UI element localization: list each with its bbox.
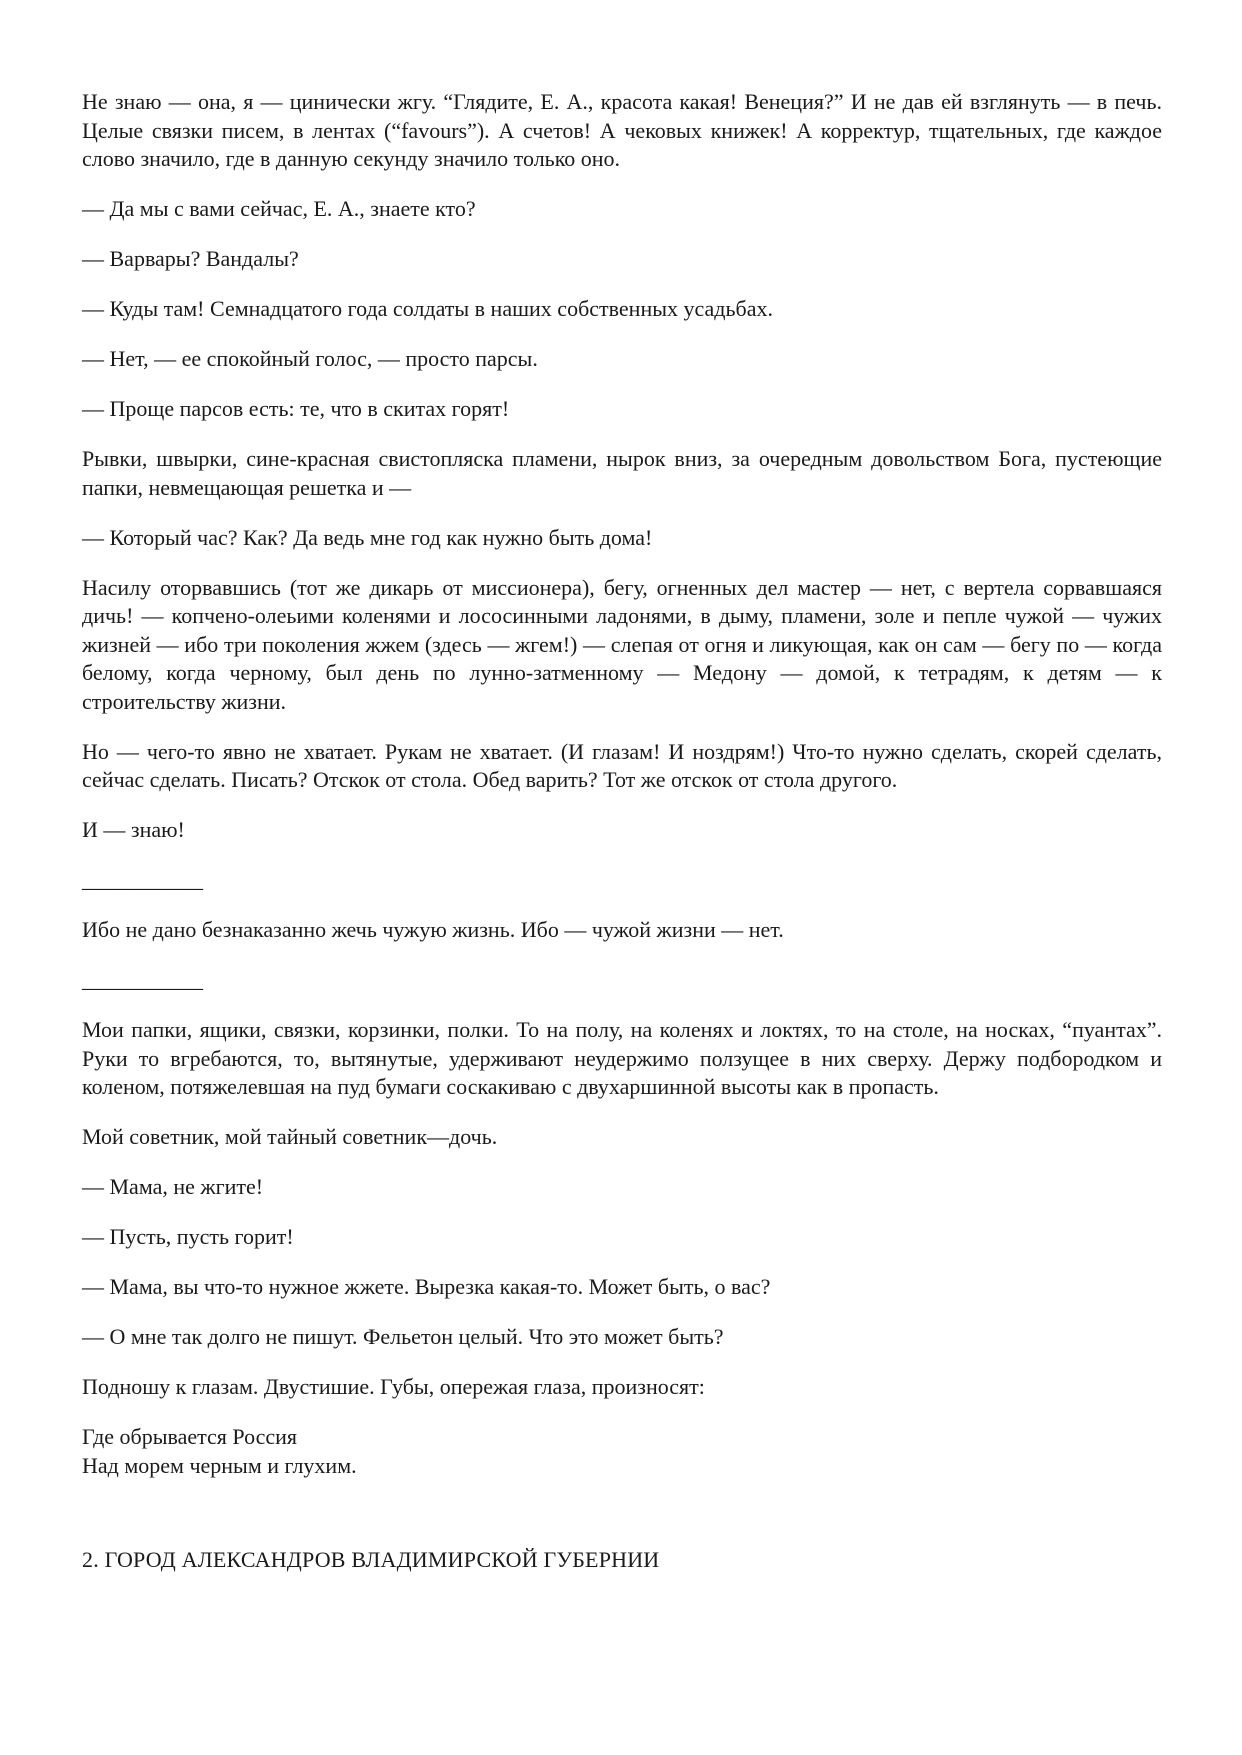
section-rule: ___________ bbox=[82, 867, 203, 892]
verse-line: Над морем черным и глухим. bbox=[82, 1452, 357, 1478]
couplet bbox=[82, 1423, 1162, 1480]
dialogue-line: — Да мы с вами сейчас, Е. А., знаете кто? bbox=[82, 196, 476, 221]
dialogue-line: — Мама, вы что-то нужное жжете. Вырезка какая-то. Может быть, о вас? bbox=[82, 1274, 771, 1299]
document-page bbox=[82, 88, 1162, 1575]
paragraph-my-folders: Мои папки, ящики, связки, корзинки, полки. То на полу, на коленях и локтях, то на столе, на носках, “пуантах”. Руки то вгребаются, то, вытянутые, удерживают неудержимо ползущее в них сверху. Держу подбородком и коленом, потяжелевшая на пуд бумаги соскакиваю с двухаршинной высоты как в пропасть. bbox=[82, 1017, 1162, 1099]
paragraph-daughter: Мой советник, мой тайный советник—дочь. bbox=[82, 1124, 498, 1149]
paragraph-running-home: Насилу оторвавшись (тот же дикарь от миссионера), бегу, огненных дел мастер — нет, с вертела сорвавшаяся дичь! — копчено-олеьими коленями и лососинными ладонями, в дыму, пламени, золе и пепле чужой — чужих жизней — ибо три поколения жжем (здесь — жгем!) — слепая от огня и ликующая, как он сам — бегу по — когда белому, когда черному, был день по лунно-затменному — Медону — домой, к тетрадям, к детям — к строительству жизни. bbox=[82, 574, 1162, 714]
dialogue-line: — Который час? Как? Да ведь мне год как нужно быть дома! bbox=[82, 524, 653, 550]
dialogue-line: — Нет, — ее спокойный голос, — просто парсы. bbox=[82, 346, 538, 371]
section-heading: 2. ГОРОД АЛЕКСАНДРОВ ВЛАДИМИРСКОЙ ГУБЕРНИИ bbox=[82, 1547, 660, 1572]
paragraph-burning-letters: Не знаю — она, я — цинически жгу. “Глядите, Е. А., красота какая! Венеция?” И не дав ей взглянуть — в печь. Целые связки писем, в лентах (“favours”). А счетов! А чековых книжек! А корректур, тщательных, где каждое слово значило, где в данную секунду значило только оно. bbox=[82, 89, 1162, 171]
dialogue-line: — О мне так долго не пишут. Фельетон целый. Что это может быть? bbox=[82, 1324, 724, 1349]
paragraph-i-know: И — знаю! bbox=[82, 817, 185, 842]
paragraph-no-alien-life: Ибо не дано безнаказанно жечь чужую жизнь. Ибо — чужой жизни — нет. bbox=[82, 917, 784, 942]
section-rule: ___________ bbox=[82, 967, 203, 992]
dialogue-line: — Проще парсов есть: те, что в скитах горят! bbox=[82, 396, 510, 421]
paragraph-flames: Рывки, швырки, сине-красная свистопляска пламени, нырок вниз, за очередным довольством Бога, пустеющие папки, невмещающая решетка и — bbox=[82, 446, 1162, 500]
paragraph-something-missing: Но — чего-то явно не хватает. Рукам не хватает. (И глазам! И ноздрям!) Что-то нужно сделать, скорей сделать, сейчас сделать. Писать? Отскок от стола. Обед варить? Тот же отскок от стола другого. bbox=[82, 738, 1162, 792]
paragraph-couplet-intro: Подношу к глазам. Двустишие. Губы, опережая глаза, произносят: bbox=[82, 1374, 705, 1399]
verse-line: Где обрывается Россия bbox=[82, 1424, 298, 1449]
dialogue-line: — Мама, не жгите! bbox=[82, 1174, 264, 1199]
dialogue-line: — Пусть, пусть горит! bbox=[82, 1224, 294, 1249]
dialogue-line: — Куды там! Семнадцатого года солдаты в наших собственных усадьбах. bbox=[82, 296, 773, 321]
dialogue-line: — Варвары? Вандалы? bbox=[82, 246, 299, 271]
